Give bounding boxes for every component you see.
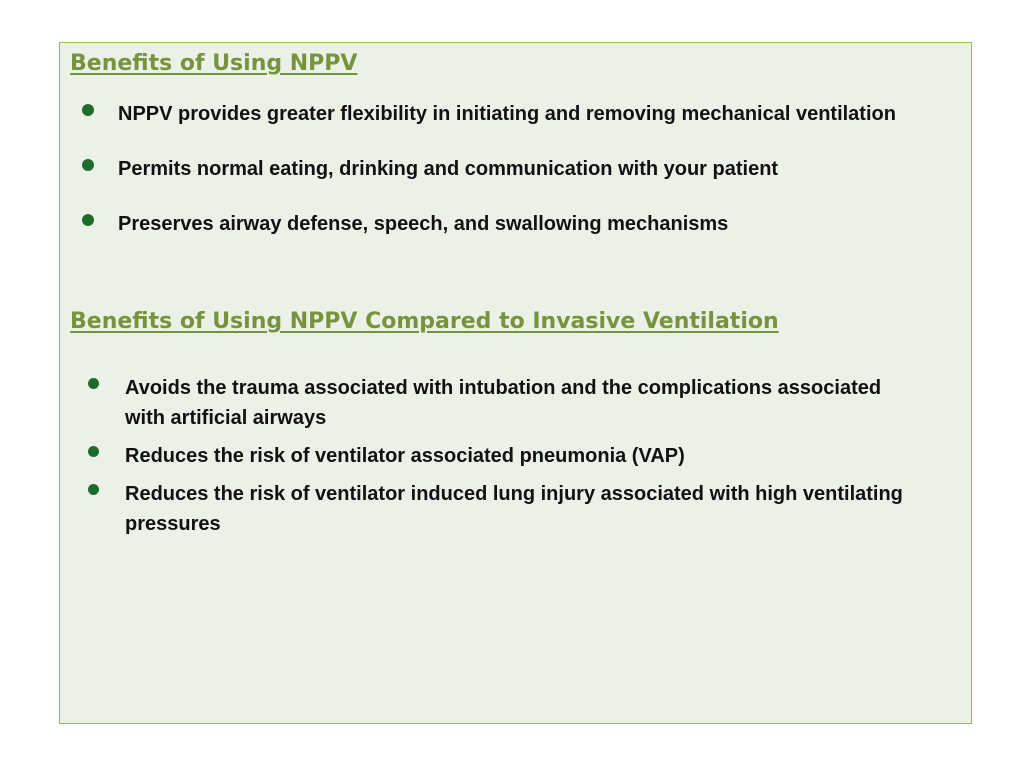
- list-item-text: Avoids the trauma associated with intubation and the complications associated with artificial airways: [125, 377, 882, 429]
- list-item-text: Preserves airway defense, speech, and swallowing mechanisms: [118, 213, 729, 235]
- list-item: [82, 99, 902, 129]
- bullet-dot-icon: [88, 378, 99, 389]
- comparison-list: [88, 373, 908, 547]
- list-item-text: Permits normal eating, drinking and communication with your patient: [118, 158, 779, 180]
- bullet-dot-icon: [82, 104, 94, 116]
- benefits-list: [82, 99, 902, 264]
- bullet-dot-icon: [82, 214, 94, 226]
- bullet-dot-icon: [88, 484, 99, 495]
- list-item-text: Reduces the risk of ventilator associated pneumonia (VAP): [125, 445, 685, 467]
- list-item: [82, 209, 902, 239]
- bullet-dot-icon: [82, 159, 94, 171]
- bullet-dot-icon: [88, 446, 99, 457]
- list-item: [88, 479, 908, 539]
- list-item-text: Reduces the risk of ventilator induced lung injury associated with high ventilating pressures: [125, 483, 903, 535]
- list-item-text: NPPV provides greater flexibility in initiating and removing mechanical ventilation: [118, 103, 896, 125]
- section-heading-comparison: Benefits of Using NPPV Compared to Invasive Ventilation: [70, 309, 779, 334]
- list-item: [88, 373, 908, 433]
- list-item: [88, 441, 908, 471]
- content-panel: [59, 42, 972, 724]
- section-heading-benefits: Benefits of Using NPPV: [70, 51, 358, 76]
- list-item: [82, 154, 902, 184]
